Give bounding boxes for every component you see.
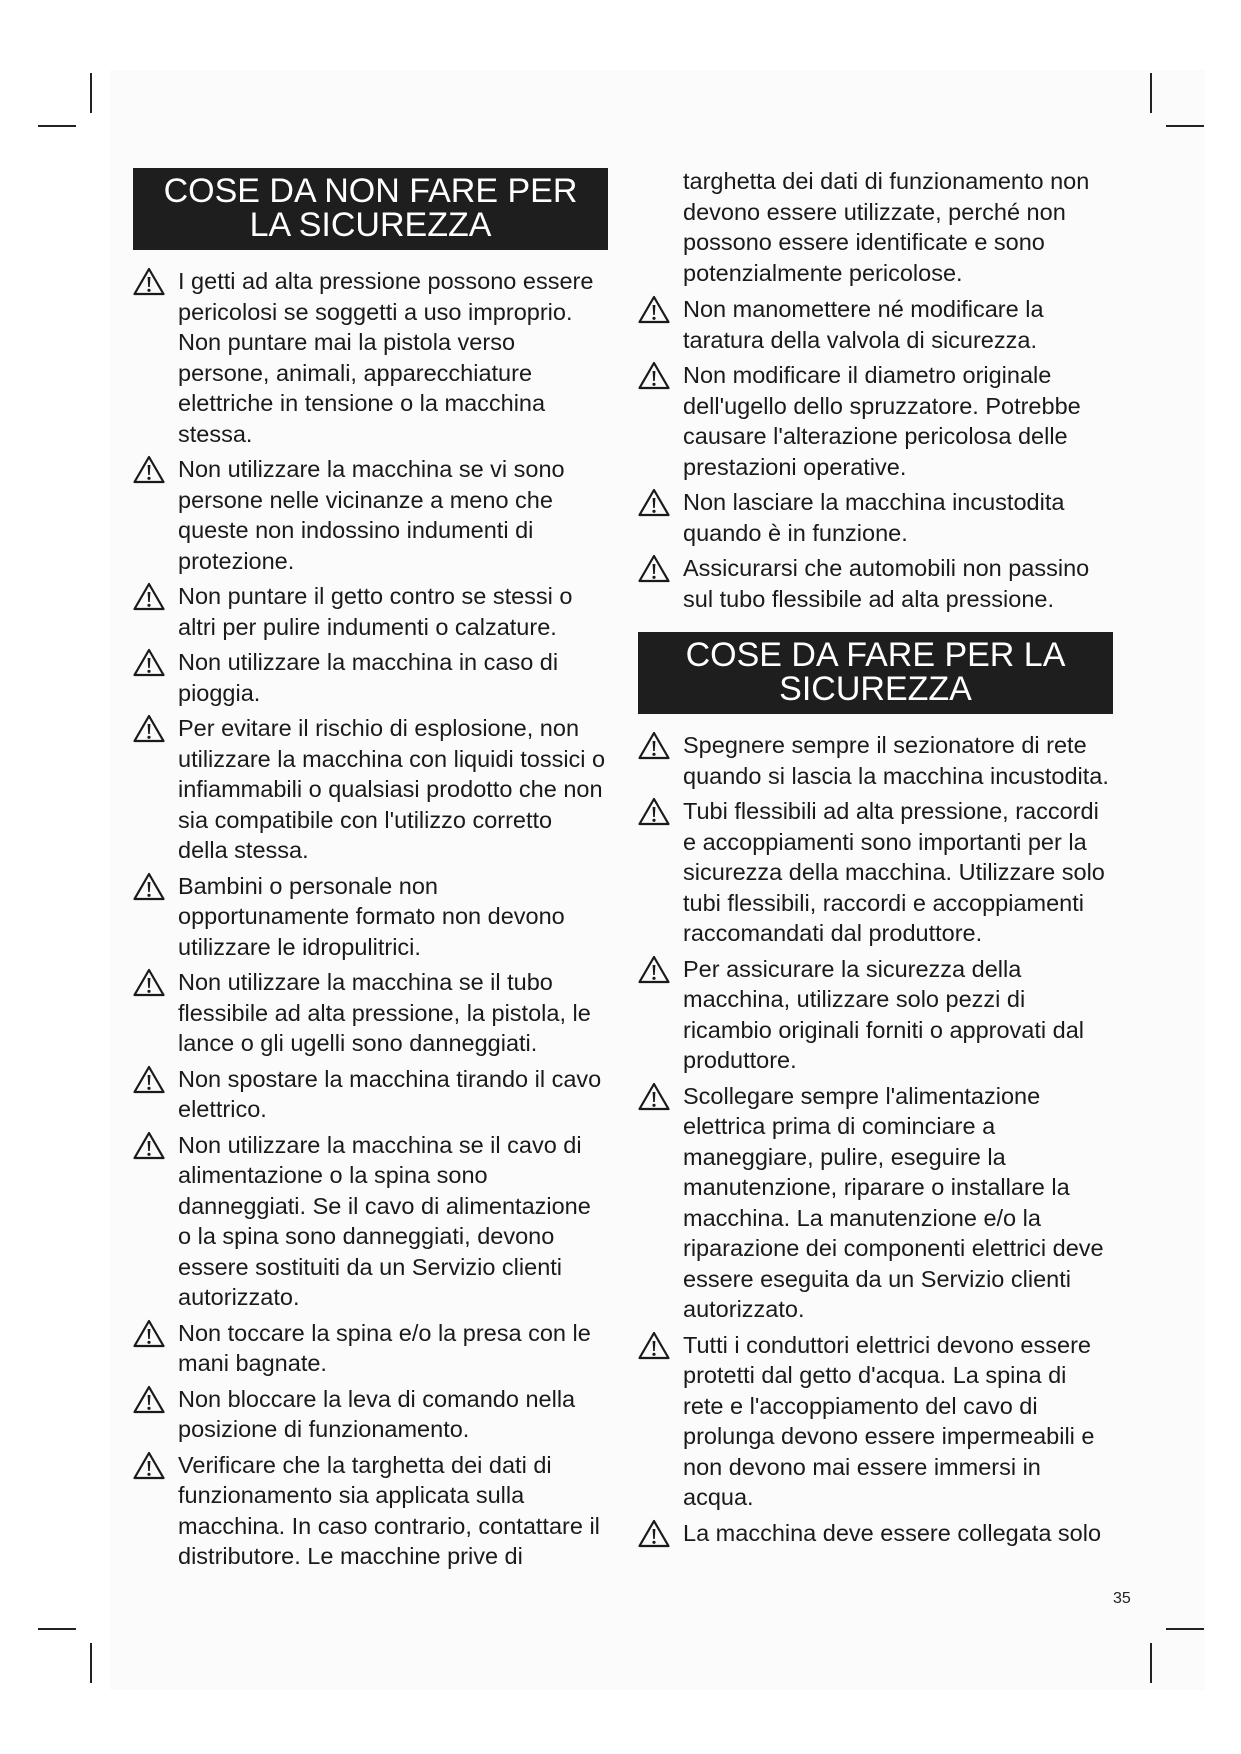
list-item: [133, 454, 608, 576]
list-item: [638, 1518, 1113, 1549]
do-list: [638, 730, 1113, 1548]
list-item: [133, 1318, 608, 1379]
list-item-text: Tutti i conduttori elettrici devono essere protetti dal getto d'acqua. La spina di rete e l'accoppiamento del cavo di prolunga devono essere impermeabili e non devono mai essere immersi in acqua.: [683, 1331, 1095, 1510]
list-item: [133, 967, 608, 1059]
list-item: [133, 647, 608, 708]
list-item-text: Non spostare la macchina tirando il cavo elettrico.: [178, 1065, 602, 1122]
warning-triangle-icon: [133, 648, 165, 677]
list-item: [133, 581, 608, 642]
list-item: [133, 713, 608, 866]
warning-triangle-icon: [133, 267, 165, 296]
section-header-dont: COSE DA NON FARE PER LA SICUREZZA: [133, 168, 608, 250]
list-item: [638, 487, 1113, 548]
page-number: 35: [1113, 1590, 1131, 1607]
crop-mark: [1166, 125, 1204, 127]
warning-triangle-icon: [638, 1082, 670, 1111]
list-item-text: Per evitare il rischio di esplosione, non utilizzare la macchina con liquidi tossici o infiammabili o qualsiasi prodotto che non sia compatibile con l'utilizzo corretto della stessa.: [178, 715, 606, 863]
dont-list: [133, 266, 608, 1572]
list-item-text: Non toccare la spina e/o la presa con le mani bagnate.: [178, 1319, 591, 1376]
list-item-text: Tubi flessibili ad alta pressione, raccordi e accoppiamenti sono importanti per la sicurezza della macchina. Utilizzare solo tubi flessibili, raccordi e accoppiamenti raccomandati dal produttore.: [683, 798, 1105, 946]
warning-triangle-icon: [638, 797, 670, 826]
warning-triangle-icon: [133, 1065, 165, 1094]
warning-triangle-icon: [133, 1319, 165, 1348]
list-item-text: Assicurarsi che automobili non passino sul tubo flessibile ad alta pressione.: [683, 555, 1090, 612]
list-item-text: Non utilizzare la macchina in caso di pioggia.: [178, 649, 559, 706]
dont-list-continued: [638, 294, 1113, 614]
right-column: [638, 168, 1113, 1553]
warning-triangle-icon: [133, 582, 165, 611]
list-item-text: Per assicurare la sicurezza della macchina, utilizzare solo pezzi di ricambio originali forniti o approvati dal produttore.: [683, 955, 1085, 1073]
list-item-text: Non manomettere né modificare la taratura della valvola di sicurezza.: [683, 296, 1044, 353]
list-item-text: Spegnere sempre il sezionatore di rete quando si lascia la macchina incustodita.: [683, 732, 1109, 789]
warning-triangle-icon: [638, 731, 670, 760]
list-item-text: I getti ad alta pressione possono essere pericolosi se soggetti a uso improprio. Non puntare mai la pistola verso persone, animali, apparecchiature elettriche in tensione o la macchina stessa.: [178, 268, 594, 447]
list-item: [133, 1064, 608, 1125]
list-item: [638, 294, 1113, 355]
continuation-text: targhetta dei dati di funzionamento non devono essere utilizzate, perché non possono essere identificate e sono potenzialmente pericolose.: [683, 168, 1090, 286]
list-item-text: Scollegare sempre l'alimentazione elettrica prima di cominciare a maneggiare, pulire, eseguire la manutenzione, riparare o installare la macchina. La manutenzione e/o la riparazione dei componenti elettrici deve essere eseguita da un Servizio clienti autorizzato.: [683, 1082, 1104, 1322]
list-item: [133, 1130, 608, 1313]
list-item: [638, 1081, 1113, 1325]
warning-triangle-icon: [638, 1519, 670, 1548]
list-item: [638, 954, 1113, 1076]
list-item-text: Non modificare il diametro originale dell'ugello dello spruzzatore. Potrebbe causare l'alterazione pericolosa delle prestazioni operative.: [683, 362, 1081, 480]
crop-mark: [90, 1643, 92, 1683]
list-item: [638, 553, 1113, 614]
warning-triangle-icon: [133, 1385, 165, 1414]
warning-triangle-icon: [638, 488, 670, 517]
list-item: [133, 1450, 608, 1572]
list-item-text: Non puntare il getto contro se stessi o altri per pulire indumenti o calzature.: [178, 583, 573, 640]
warning-triangle-icon: [638, 1331, 670, 1360]
list-item: [133, 266, 608, 449]
warning-triangle-icon: [133, 968, 165, 997]
warning-triangle-icon: [133, 1131, 165, 1160]
warning-triangle-icon: [133, 1451, 165, 1480]
left-column: [133, 168, 608, 1577]
crop-mark: [90, 73, 92, 113]
crop-mark: [1150, 73, 1152, 113]
warning-triangle-icon: [638, 295, 670, 324]
warning-triangle-icon: [638, 361, 670, 390]
list-item-text: Non utilizzare la macchina se il tubo flessibile ad alta pressione, la pistola, le lance o gli ugelli sono danneggiati.: [178, 969, 591, 1056]
list-item-text: La macchina deve essere collegata solo: [683, 1519, 1102, 1546]
list-item-text: Non bloccare la leva di comando nella posizione di funzionamento.: [178, 1385, 576, 1442]
warning-triangle-icon: [133, 714, 165, 743]
list-item-text: Non lasciare la macchina incustodita quando è in funzione.: [683, 489, 1065, 546]
warning-triangle-icon: [133, 872, 165, 901]
list-item: [638, 360, 1113, 482]
list-item: [638, 1330, 1113, 1513]
list-item: [133, 1384, 608, 1445]
section-header-do: COSE DA FARE PER LA SICUREZZA: [638, 632, 1113, 714]
warning-triangle-icon: [638, 554, 670, 583]
list-item: [133, 871, 608, 963]
crop-mark: [38, 125, 76, 127]
crop-mark: [38, 1628, 76, 1630]
list-item: [638, 796, 1113, 949]
warning-triangle-icon: [638, 955, 670, 984]
list-item-text: Non utilizzare la macchina se il cavo di alimentazione o la spina sono danneggiati. Se il cavo di alimentazione o la spina sono danneggiati, devono essere sostituiti da un Servizio clienti autorizzato.: [178, 1131, 591, 1310]
list-item-text: Verificare che la targhetta dei dati di funzionamento sia applicata sulla macchina. In caso contrario, contattare il distributore. Le macchine prive di: [178, 1451, 600, 1569]
crop-mark: [1166, 1628, 1204, 1630]
list-item-text: Non utilizzare la macchina se vi sono persone nelle vicinanze a meno che queste non indossino indumenti di protezione.: [178, 456, 565, 574]
list-item-text: Bambini o personale non opportunamente formato non devono utilizzare le idropulitrici.: [178, 872, 565, 960]
crop-mark: [1150, 1643, 1152, 1683]
warning-triangle-icon: [133, 455, 165, 484]
list-item: [638, 730, 1113, 791]
